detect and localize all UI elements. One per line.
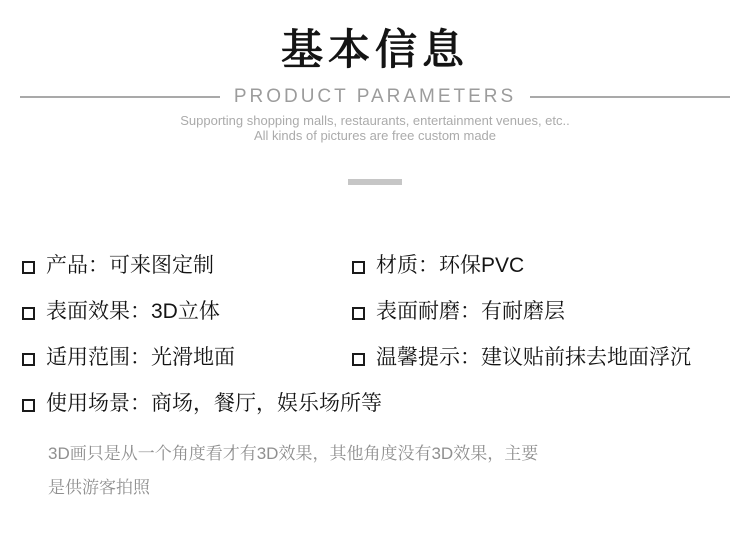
note-line-2: 是供游客拍照 — [48, 478, 150, 497]
spec-row — [22, 391, 750, 417]
note-line-1: 3D画只是从一个角度看才有3D效果，其他角度没有3D效果，主要 — [48, 444, 539, 463]
divider-line-right — [530, 96, 730, 98]
section-divider-bar — [348, 179, 402, 185]
spec-row — [22, 253, 750, 279]
spec-item-surface-effect — [22, 299, 352, 325]
square-bullet-icon — [22, 353, 35, 366]
spec-item-material — [352, 253, 750, 279]
spec-item-applicable-range — [22, 345, 352, 371]
square-bullet-icon — [352, 307, 365, 320]
divider-line-left — [20, 96, 220, 98]
description-line-1: Supporting shopping malls, restaurants, entertainment venues, etc.. — [180, 113, 570, 128]
usage-note — [0, 437, 750, 505]
section-subtitle: PRODUCT PARAMETERS — [233, 86, 517, 107]
description-line-2: All kinds of pictures are free custom made — [253, 128, 497, 143]
spec-text: 表面耐磨：有耐磨层 — [376, 300, 565, 323]
spec-item-usage-scene — [22, 391, 382, 417]
square-bullet-icon — [352, 353, 365, 366]
spec-item-wear-resistance — [352, 299, 750, 325]
section-title: 基本信息 — [280, 26, 469, 73]
spec-text: 产品：可来图定制 — [46, 254, 214, 277]
square-bullet-icon — [22, 399, 35, 412]
spec-row — [22, 345, 750, 371]
square-bullet-icon — [22, 261, 35, 274]
spec-text: 材质：环保PVC — [376, 254, 525, 277]
square-bullet-icon — [352, 261, 365, 274]
spec-text: 表面效果：3D立体 — [46, 300, 220, 323]
spec-text: 使用场景：商场，餐厅，娱乐场所等 — [46, 392, 382, 415]
spec-text: 温馨提示：建议贴前抹去地面浮沉 — [376, 346, 691, 369]
spec-list — [0, 253, 750, 417]
square-bullet-icon — [22, 307, 35, 320]
subtitle-row — [0, 86, 750, 108]
spec-item-warm-tip — [352, 345, 750, 371]
spec-row — [22, 299, 750, 325]
spec-text: 适用范围：光滑地面 — [46, 346, 235, 369]
spec-item-product — [22, 253, 352, 279]
